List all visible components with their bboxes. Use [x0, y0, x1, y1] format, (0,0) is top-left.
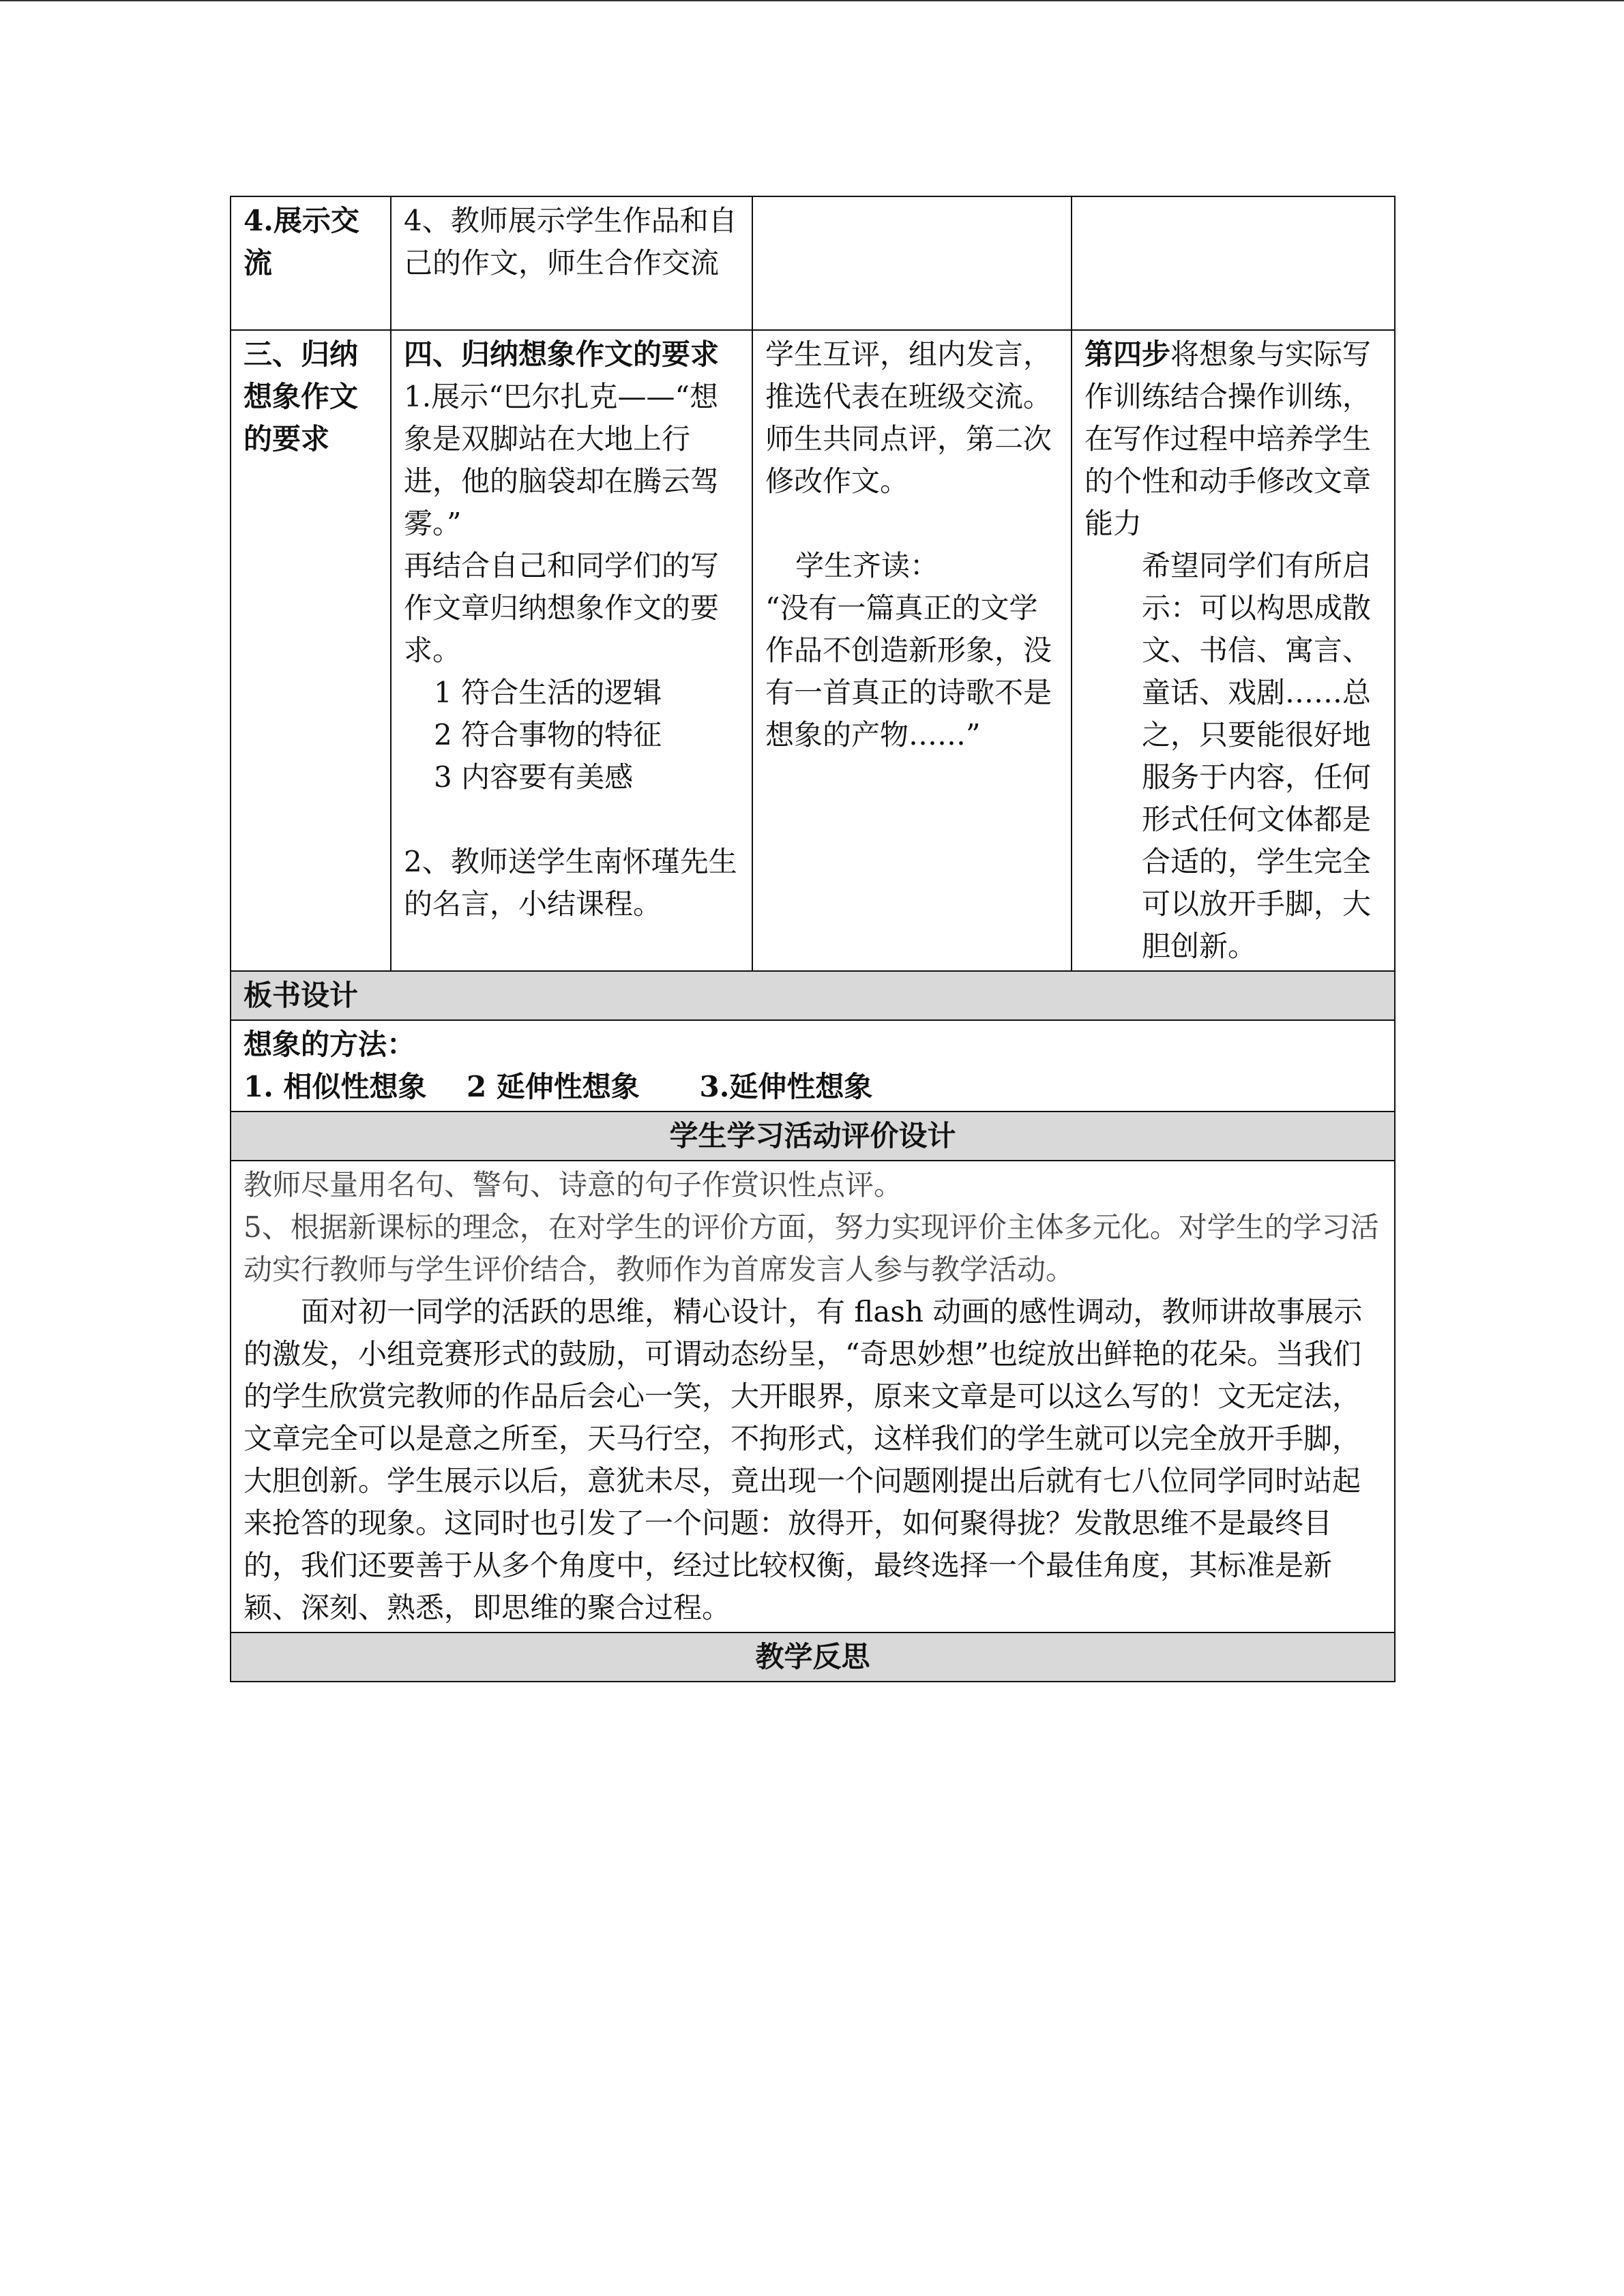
peer-review-text: 学生互评，组内发言，推选代表在班级交流。师生共同点评，第二次修改作文。	[765, 338, 1052, 498]
teacher-activity-cell	[391, 330, 752, 971]
evaluation-content	[231, 1161, 1395, 1632]
lesson-plan-table	[230, 196, 1396, 1682]
blank-line	[765, 503, 1059, 545]
board-line-methods: 1. 相似性想象 2 延伸性想象 3.延伸性想象	[243, 1070, 873, 1103]
stage-cell: 4.展示交流	[231, 196, 391, 330]
board-design-header: 板书设计	[231, 971, 1395, 1020]
evaluation-para: 面对初一同学的活跃的思维，精心设计，有 flash 动画的感性调动，教师讲故事展示的激发，小组竞赛形式的鼓励，可谓动态纷呈，“奇思妙想”也绽放出鲜艳的花朵。当我们的学生欣赏完教师的作品后会心一笑，大开眼界，原来文章是可以这么写的！文无定法，文章完全可以是意之所至，天马行空，不拘形式，这样我们的学生就可以完全放开手脚，大胆创新。学生展示以后，意犹未尽，竟出现一个问题刚提出后就有七八位同学同时站起来抢答的现象。这同时也引发了一个问题：放得开，如何聚得拢？发散思维不是最终目的，我们还要善于从多个角度中，经过比较权衡，最终选择一个最佳角度，其标准是新颖、深刻、熟悉，即思维的聚合过程。	[243, 1295, 1363, 1624]
blank-line	[404, 799, 739, 841]
closing-activity: 2、教师送学生南怀瑾先生的名言，小结课程。	[404, 845, 737, 921]
activity-heading: 四、归纳想象作文的要求	[404, 338, 720, 371]
evaluation-content-row	[231, 1161, 1395, 1632]
requirement-item: 1 符合生活的逻辑	[434, 676, 662, 709]
encouragement-text: 希望同学们有所启示：可以构思成散文、书信、寓言、童话、戏剧……总之，只要能很好地服务于内容，任何形式任何文体都是合适的，学生完全可以放开手脚，大胆创新。	[1142, 549, 1372, 963]
requirement-item: 2 符合事物的特征	[434, 718, 662, 751]
evaluation-para: 5、根据新课标的理念，在对学生的评价方面，努力实现评价主体多元化。对学生的学习活动实行教师与学生评价结合，教师作为首席发言人参与教学活动。	[243, 1210, 1379, 1286]
board-design-content	[231, 1020, 1395, 1112]
reflection-header-row	[231, 1632, 1395, 1682]
read-aloud-label: 学生齐读：	[795, 549, 939, 582]
table-row-display-exchange	[231, 196, 1395, 330]
student-activity-cell	[752, 196, 1072, 330]
design-intent-cell	[1072, 196, 1395, 330]
board-line-title: 想象的方法：	[243, 1028, 416, 1061]
board-design-content-row	[231, 1020, 1395, 1112]
step-four-text	[1084, 333, 1382, 545]
evaluation-header-row	[231, 1112, 1395, 1161]
step-label: 第四步	[1084, 338, 1171, 371]
read-aloud-quote: “没有一篇真正的文学作品不创造新形象，没有一首真正的诗歌不是想象的产物……”	[765, 591, 1052, 751]
balzac-quote: 1.展示“巴尔扎克——“想象是双脚站在大地上行进，他的脑袋却在腾云驾雾。”	[404, 380, 720, 540]
requirement-item: 3 内容要有美感	[434, 760, 634, 794]
table-row-summarize-requirements	[231, 330, 1395, 971]
summary-instruction: 再结合自己和同学们的写作文章归纳想象作文的要求。	[404, 549, 720, 667]
page-top-border	[0, 0, 1624, 1]
evaluation-para: 教师尽量用名句、警句、诗意的句子作赏识性点评。	[243, 1168, 903, 1202]
step-description: 将想象与实际写作训练结合操作训练，在写作过程中培养学生的个性和动手修改文章能力	[1084, 338, 1372, 540]
reflection-header: 教学反思	[231, 1632, 1395, 1682]
board-design-header-row	[231, 971, 1395, 1020]
student-activity-cell	[752, 330, 1072, 971]
stage-cell: 三、归纳想象作文的要求	[231, 330, 391, 971]
design-intent-cell	[1072, 330, 1395, 971]
evaluation-header: 学生学习活动评价设计	[231, 1112, 1395, 1161]
teacher-activity-cell: 4、教师展示学生作品和自己的作文，师生合作交流	[391, 196, 752, 330]
